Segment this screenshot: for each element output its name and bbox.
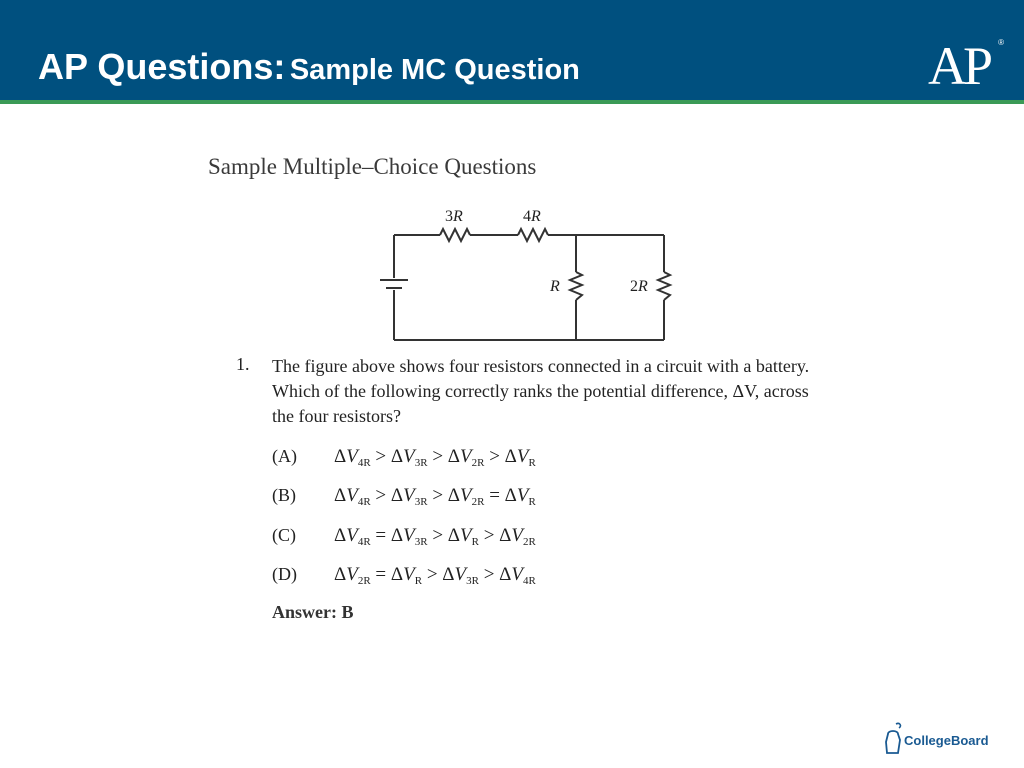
resistor-3r-icon [440, 229, 470, 241]
choice-b-letter: (B) [272, 485, 296, 505]
comparison-operator: = [370, 564, 391, 585]
comparison-operator: > [478, 525, 500, 546]
comparison-operator: > [370, 485, 391, 506]
collegeboard-logo-text: CollegeBoard [904, 733, 989, 748]
delta-v-term: $\Delta V_{4R}$ [334, 485, 371, 508]
choice-b-expression [334, 485, 536, 508]
delta-v-term: $\Delta V_{4R}$ [499, 564, 536, 587]
delta-v-term: $\Delta V_{3R}$ [442, 564, 479, 587]
resistor-r-icon [570, 272, 582, 300]
delta-v-term: $\Delta V_{3R}$ [390, 525, 428, 548]
header-accent-rule [0, 100, 1024, 104]
question-number: 1. [236, 354, 250, 374]
slide-title [38, 46, 580, 88]
comparison-operator: > [422, 564, 443, 585]
resistor-4r-label: 4R [523, 208, 541, 225]
choice-d-expression [334, 564, 536, 587]
delta-v-term: $\Delta V_{2R}$ [334, 564, 371, 587]
resistor-2r-label: 2R [630, 278, 648, 295]
comparison-operator: > [478, 564, 500, 585]
delta-v-term: $\Delta V_{4R}$ [334, 525, 371, 548]
acorn-icon [882, 720, 904, 760]
circuit-diagram [372, 200, 682, 350]
choice-d-letter: (D) [272, 564, 297, 584]
delta-v-term: $\Delta V_R$ [390, 564, 423, 587]
delta-v-term: $\Delta V_{2R}$ [499, 525, 536, 548]
resistor-3r-label: 3R [445, 208, 463, 225]
comparison-operator: = [370, 525, 391, 546]
choice-a-letter: (A) [272, 446, 297, 466]
delta-v-term: $\Delta V_{4R}$ [334, 446, 371, 469]
delta-v-term: $\Delta V_{3R}$ [390, 446, 428, 469]
question-text: The figure above shows four resistors connected in a circuit with a battery. Which of the following correctly ranks the potential difference, ΔV, across the four resistors? [272, 356, 810, 426]
delta-v-term: $\Delta V_R$ [504, 446, 536, 469]
delta-v-term: $\Delta V_{2R}$ [447, 485, 485, 508]
delta-v-term: $\Delta V_{3R}$ [390, 485, 428, 508]
comparison-operator: > [484, 446, 505, 467]
comparison-operator: > [427, 485, 448, 506]
choice-c-letter: (C) [272, 525, 296, 545]
comparison-operator: > [427, 446, 448, 467]
comparison-operator: > [427, 525, 448, 546]
slide-title-sub: Sample MC Question [289, 54, 580, 86]
comparison-operator: = [484, 485, 505, 506]
collegeboard-logo [882, 720, 1014, 760]
section-heading: Sample Multiple–Choice Questions [208, 154, 537, 179]
slide-title-main: AP Questions: [38, 46, 286, 87]
delta-v-term: $\Delta V_R$ [504, 485, 536, 508]
ap-logo-registered-mark: ® [998, 38, 1004, 47]
ap-logo [928, 36, 1004, 88]
resistor-r-label: R [550, 278, 560, 295]
battery-icon [380, 280, 408, 288]
resistor-4r-icon [518, 229, 548, 241]
delta-v-term: $\Delta V_R$ [447, 525, 479, 548]
answer-text: Answer: B [272, 602, 354, 622]
ap-logo-icon [928, 36, 1004, 88]
ap-logo-text: AP [928, 36, 990, 88]
choice-c-expression [334, 525, 536, 548]
comparison-operator: > [370, 446, 391, 467]
resistor-2r-icon [658, 272, 670, 300]
delta-v-term: $\Delta V_{2R}$ [447, 446, 485, 469]
choice-a-expression [334, 446, 536, 469]
